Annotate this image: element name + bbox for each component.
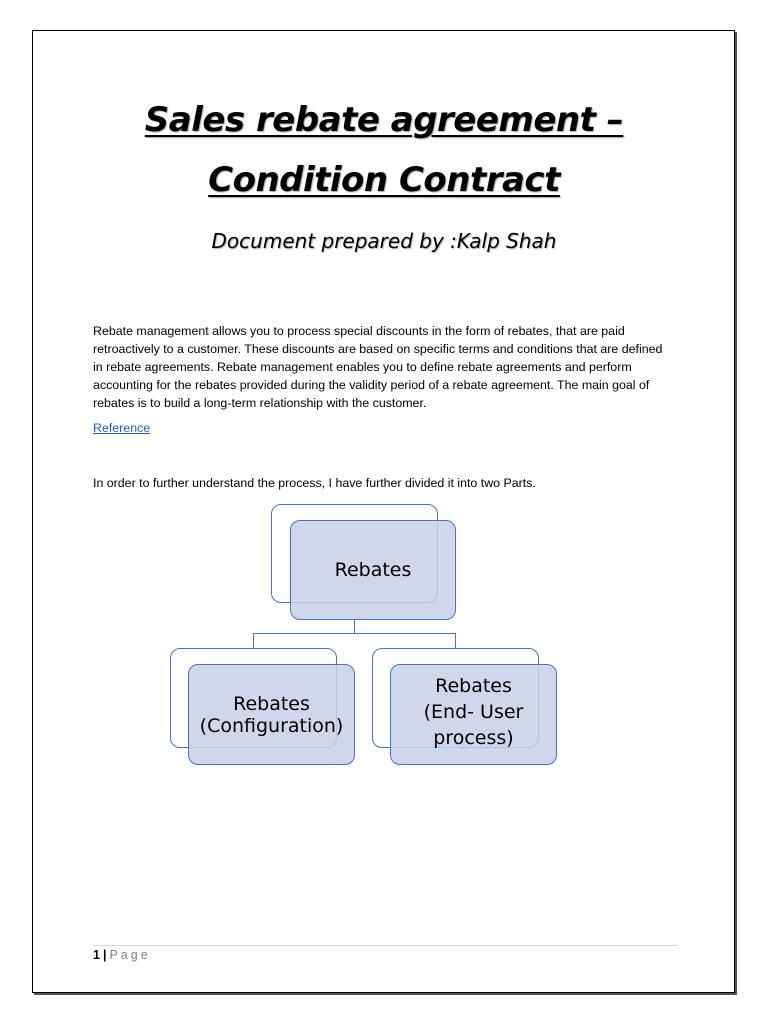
- page-number: 1: [93, 948, 100, 962]
- connector-horizontal: [253, 633, 456, 634]
- process-paragraph: In order to further understand the process, I have further divided it into two Parts.: [93, 476, 536, 490]
- root-node: [290, 520, 456, 620]
- left-node-label: Rebates (Configuration): [199, 692, 344, 737]
- page-label: Page: [109, 948, 151, 962]
- footer-separator: |: [102, 948, 107, 962]
- page-footer: [93, 948, 151, 962]
- connector-left-down: [253, 633, 254, 649]
- root-node-label: Rebates: [334, 559, 412, 581]
- right-node-label: Rebates (End- User process): [423, 674, 524, 749]
- left-node: [188, 664, 355, 765]
- right-node: [390, 664, 557, 765]
- intro-paragraph: Rebate management allows you to process special discounts in the form of rebates, that are paid retroactively to a customer. These discounts are based on specific terms and conditions that are defined in rebate agreements. Rebate management enables you to define rebate agreements and perform accounting for the rebates provided during the validity period of a rebate agreement. The main goal of rebates is to build a long-term relationship with the customer.: [93, 324, 663, 410]
- connector-root-down: [354, 620, 355, 634]
- footer-divider: [93, 945, 678, 946]
- document-title-line-1: Sales rebate agreement –: [144, 100, 624, 140]
- reference-link[interactable]: Reference: [93, 421, 151, 435]
- document-subtitle: Document prepared by :Kalp Shah: [211, 229, 557, 253]
- connector-right-down: [455, 633, 456, 649]
- document-title-line-2: Condition Contract: [208, 160, 560, 200]
